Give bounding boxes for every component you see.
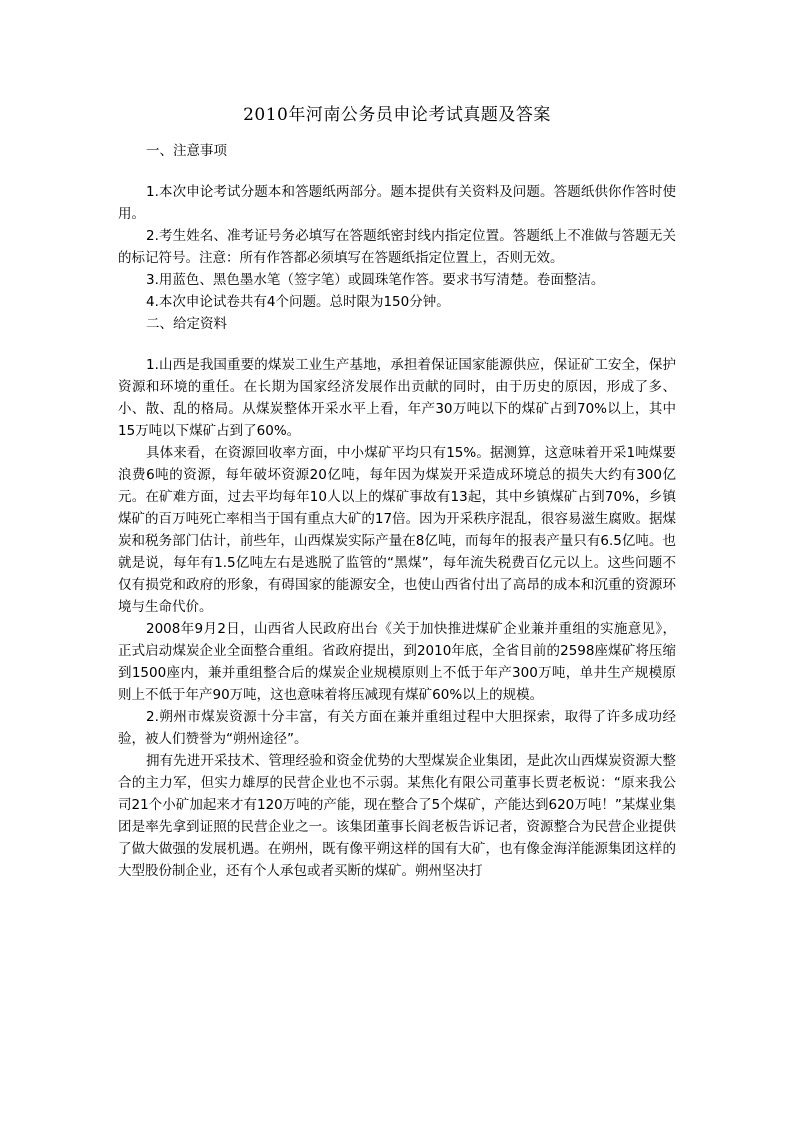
material-paragraph-4: 2.朔州市煤炭资源十分丰富，有关方面在兼并重组过程中大胆探索，取得了许多成功经验，被人们赞誉为“朔州途径”。 <box>118 709 676 747</box>
material-paragraph-5: 拥有先进开采技术、管理经验和资金优势的大型煤炭企业集团，是此次山西煤炭资源大整合的主力军，但实力雄厚的民营企业也不示弱。某焦化有限公司董事长贾老板说：“原来我公司21个小矿加起来才有120万吨的产能，现在整合了5个煤矿，产能达到620万吨！”某煤业集团是率先拿到证照的民营企业之一。该集团董事长阎老板告诉记者，资源整合为民营企业提供了做大做强的发展机遇。在朔州，既有像平朔这样的国有大矿，也有像金海洋能源集团这样的大型股份制企业，还有个人承包或者买断的煤矿。朔州坚决打 <box>118 753 676 879</box>
material-paragraph-3: 2008年9月2日，山西省人民政府出台《关于加快推进煤矿企业兼并重组的实施意见》，正式启动煤炭企业全面整合重组。省政府提出，到2010年底，全省目前的2598座煤矿将压缩到1500座内，兼并重组整合后的煤炭企业规模原则上不低于年产300万吨，单井生产规模原则上不低于年产90万吨，这也意味着将压减现有煤矿60%以上的规模。 <box>118 621 676 703</box>
note-item-4: 4.本次申论试卷共有4个问题。总时限为150分钟。 <box>146 294 450 310</box>
note-item-1: 1.本次申论考试分题本和答题纸两部分。题本提供有关资料及问题。答题纸供你作答时使用。 <box>118 184 676 222</box>
document-body <box>118 140 676 882</box>
section-heading-materials: 二、给定资料 <box>146 316 227 332</box>
material-paragraph-2: 具体来看，在资源回收率方面，中小煤矿平均只有15%。据测算，这意味着开采1吨煤要浪费6吨的资源，每年破坏资源20亿吨，每年因为煤炭开采造成环境总的损失大约有300亿元。在矿难方面，过去平均每年10人以上的煤矿事故有13起，其中乡镇煤矿占到70%，乡镇煤矿的百万吨死亡率相当于国有重点大矿的17倍。因为开采秩序混乱，很容易滋生腐败。据煤炭和税务部门估计，前些年，山西煤炭实际产量在8亿吨，而每年的报表产量只有6.5亿吨。也就是说，每年有1.5亿吨左右是逃脱了监管的“黑煤”，每年流失税费百亿元以上。这些问题不仅有损党和政府的形象，有碍国家的能源安全，也使山西省付出了高昂的成本和沉重的资源环境与生命代价。 <box>118 445 676 615</box>
material-paragraph-1: 1.山西是我国重要的煤炭工业生产基地，承担着保证国家能源供应，保证矿工安全，保护资源和环境的重任。在长期为国家经济发展作出贡献的同时，由于历史的原因，形成了多、小、散、乱的格局。从煤炭整体开采水平上看，年产30万吨以下的煤矿占到70%以上，其中15万吨以下煤矿占到了60%。 <box>118 357 676 439</box>
document-title: 2010年河南公务员申论考试真题及答案 <box>243 105 551 125</box>
section-heading-notes: 一、注意事项 <box>146 143 227 159</box>
note-item-3: 3.用蓝色、黑色墨水笔（签字笔）或圆珠笔作答。要求书写清楚。卷面整洁。 <box>146 272 605 288</box>
note-item-2: 2.考生姓名、准考证号务必填写在答题纸密封线内指定位置。答题纸上不准做与答题无关的标记符号。注意：所有作答都必须填写在答题纸指定位置上，否则无效。 <box>118 228 676 266</box>
